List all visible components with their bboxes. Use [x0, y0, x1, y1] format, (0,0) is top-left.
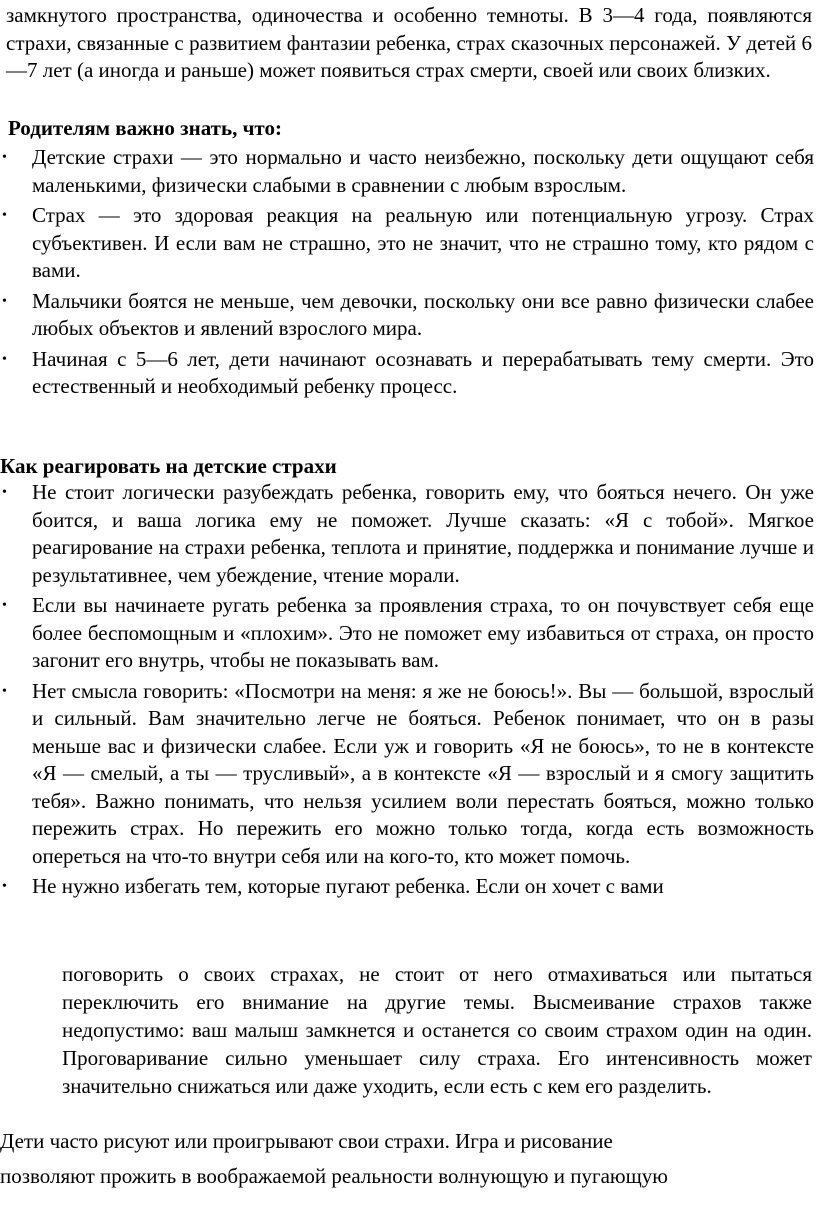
bullet-icon: •	[2, 879, 7, 894]
closing-line-1: Дети часто рисуют или проигрывают свои страхи. Игра и рисование	[0, 1129, 613, 1153]
bullet-icon: •	[2, 293, 7, 309]
closing-line-2: позволяют прожить в воображаемой реальности волнующую и пугающую	[0, 1164, 668, 1188]
section-heading-reactions: Как реагировать на детские страхи	[0, 454, 337, 478]
bullet-icon: •	[2, 351, 7, 367]
list-item-text: Если вы начинаете ругать ребенка за проявления страха, то он почувствует себя еще более беспомощным и «плохим». Это не поможет ему избавиться от страха, он просто загонит его внутрь, чтобы не показывать вам.	[32, 593, 814, 672]
list-item-text: Не стоит логически разубеждать ребенка, говорить ему, что бояться нечего. Он уже боится, и ваша логика ему не поможет. Лучше сказать: «Я с тобой». Мягкое реагирование на страхи ребенка, теплота и принятие, поддержка и понимание лучше и результативнее, чем убеждение, чтение морали.	[32, 480, 814, 587]
bullet-icon: •	[2, 598, 7, 613]
reactions-list	[0, 479, 816, 904]
parents-list	[0, 144, 816, 404]
list-item	[0, 592, 814, 675]
bullet-icon: •	[2, 208, 7, 223]
list-item	[0, 479, 814, 589]
list-item	[0, 678, 814, 871]
list-item-text: Страх — это здоровая реакция на реальную или потенциальную угрозу. Страх субъективен. И если вам не страшно, это не значит, что не страшно тому, кто рядом с вами.	[32, 203, 814, 282]
bullet-icon: •	[2, 683, 7, 699]
list-item-text: Не нужно избегать тем, которые пугают ребенка. Если он хочет с вами	[32, 874, 664, 898]
list-item	[0, 873, 814, 901]
list-item-text: Начиная с 5—6 лет, дети начинают осознавать и перерабатывать тему смерти. Это естественный и необходимый ребенку процесс.	[32, 346, 814, 398]
intro-paragraph: замкнутого пространства, одиночества и особенно темноты. В 3—4 года, появляются страхи, связанные с развитием фантазии ребенка, страх сказочных персонажей. У детей 6—7 лет (а иногда и раньше) может появиться страх смерти, своей или своих близких.	[6, 3, 812, 82]
list-item-text: Мальчики боятся не меньше, чем девочки, поскольку они все равно физически слабее любых объектов и явлений взрослого мира.	[32, 288, 814, 340]
list-item	[0, 144, 814, 199]
list-item	[0, 346, 814, 401]
list-item-continuation: поговорить о своих страхах, не стоит от него отмахиваться или пытаться переключить его внимание на другие темы. Высмеивание страхов также недопустимо: ваш малыш замкнется и останется со своим страхом один на один. Проговаривание сильно уменьшает силу страха. Его интенсивность может значительно снижаться или даже уходить, если есть с кем его разделить.	[62, 962, 812, 1098]
bullet-icon: •	[2, 485, 7, 500]
list-item-text: Детские страхи — это нормально и часто неизбежно, поскольку дети ощущают себя маленькими, физически слабыми в сравнении с любым взрослым.	[32, 145, 814, 197]
list-item	[0, 288, 814, 343]
list-item-text: Нет смысла говорить: «Посмотри на меня: я же не боюсь!». Вы — большой, взрослый и сильный. Вам значительно легче не бояться. Ребенок понимает, что он в разы меньше вас и физически слабее. Если уж и говорить «Я не боюсь», то не в контексте «Я — смелый, а ты — трусливый», а в контексте «Я — взрослый и я смогу защитить тебя». Важно понимать, что нельзя усилием воли перестать бояться, можно только пережить страх. Но пережить его можно только тогда, когда есть возможность опереться на что-то внутри себя или на кого-то, кто может помочь.	[32, 678, 814, 868]
bullet-icon: •	[2, 150, 7, 165]
list-item	[0, 202, 814, 285]
section-heading-parents: Родителям важно знать, что:	[8, 116, 282, 140]
